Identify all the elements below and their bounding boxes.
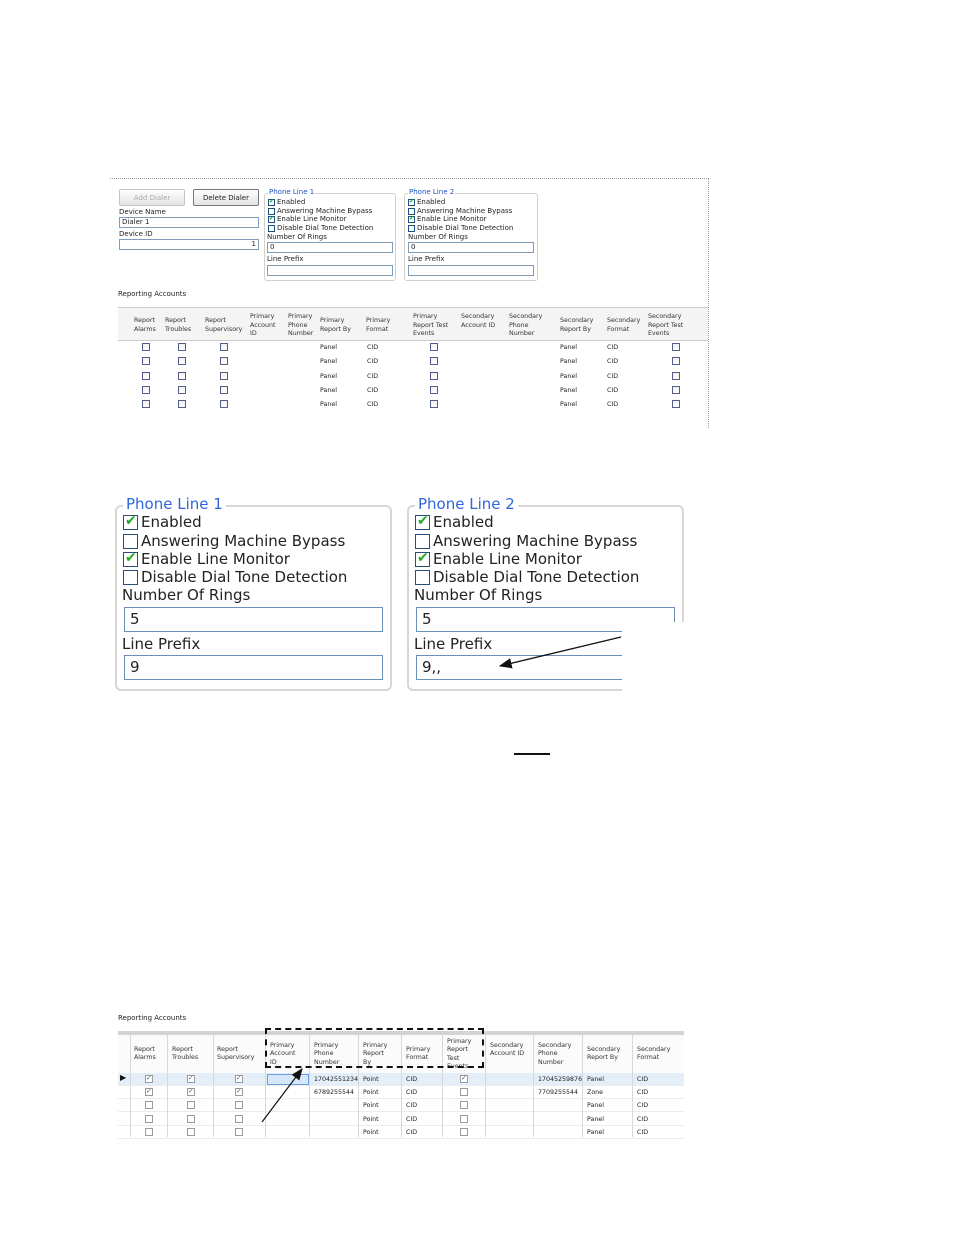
secondary-format-cell[interactable]: CID (607, 358, 619, 366)
header3-secondary-report-by[interactable]: Secondary Report By (587, 1046, 621, 1062)
column-divider (485, 1035, 486, 1137)
primary-report-by-cell[interactable]: Panel (320, 401, 337, 409)
device-id-label: Device ID (119, 230, 153, 238)
secondary-report-by-cell[interactable]: Zone (587, 1089, 604, 1097)
zpl2-enabled-row[interactable] (415, 513, 494, 531)
header-primary-format[interactable]: Primary Format (366, 317, 391, 333)
column-divider (213, 1035, 214, 1137)
primary-format-cell[interactable]: CID (367, 372, 379, 380)
row-selector-icon: ▶ (120, 1073, 127, 1082)
pl1-enabled-label: Enabled (277, 198, 306, 206)
reporting-accounts-panel (118, 1012, 684, 1137)
checkbox-icon[interactable] (415, 570, 430, 585)
zpl2-prefix-input[interactable]: 9,, (416, 655, 675, 680)
primary-test-events-checkbox[interactable] (460, 1101, 468, 1109)
header-report-troubles[interactable]: Report Troubles (165, 317, 192, 333)
checkbox-checked-icon[interactable] (415, 552, 430, 567)
report-alarms-checkbox[interactable] (145, 1075, 153, 1083)
report-alarms-checkbox[interactable] (145, 1115, 153, 1123)
report-alarms-checkbox[interactable] (142, 372, 150, 380)
report-supervisory-checkbox[interactable] (235, 1128, 243, 1136)
checkbox-checked-icon[interactable] (123, 515, 138, 530)
checkbox-icon[interactable] (123, 534, 138, 549)
report-troubles-checkbox[interactable] (187, 1115, 195, 1123)
report-alarms-checkbox[interactable] (145, 1088, 153, 1096)
zpl1-amb-label: Answering Machine Bypass (141, 532, 346, 550)
zpl1-prefix-input[interactable]: 9 (124, 655, 383, 680)
report-troubles-checkbox[interactable] (187, 1101, 195, 1109)
secondary-format-cell[interactable]: CID (607, 386, 619, 394)
secondary-format-cell[interactable]: CID (637, 1115, 649, 1123)
checkbox-icon[interactable] (408, 208, 415, 215)
report-supervisory-checkbox[interactable] (220, 343, 228, 351)
phone-line-1-title: Phone Line 1 (269, 188, 315, 196)
checkbox-icon[interactable] (123, 570, 138, 585)
secondary-test-events-checkbox[interactable] (672, 372, 680, 380)
primary-format-cell[interactable]: CID (406, 1128, 418, 1136)
primary-phone-cell[interactable]: 6789255544 (314, 1089, 355, 1097)
secondary-format-cell[interactable]: CID (637, 1076, 649, 1083)
zpl2-ddt-label: Disable Dial Tone Detection (433, 568, 640, 586)
secondary-test-events-checkbox[interactable] (672, 386, 680, 394)
header3-primary-phone-number[interactable]: Primary Phone Number (314, 1042, 340, 1066)
column-divider (632, 1035, 633, 1137)
zpl1-amb-row[interactable] (123, 532, 345, 550)
secondary-format-cell[interactable]: CID (637, 1089, 649, 1097)
checkbox-icon[interactable] (268, 208, 275, 215)
pl1-prefix-label: Line Prefix (267, 255, 304, 263)
table-row[interactable] (118, 383, 708, 397)
secondary-report-by-cell[interactable]: Panel (560, 372, 577, 380)
checkbox-checked-icon[interactable] (408, 216, 415, 223)
checkbox-checked-icon[interactable] (268, 199, 275, 206)
primary-report-by-cell[interactable]: Point (363, 1128, 379, 1136)
primary-report-by-cell[interactable]: Panel (320, 386, 337, 394)
header3-secondary-phone-number[interactable]: Secondary Phone Number (538, 1042, 572, 1066)
zpl2-prefix-label: Line Prefix (414, 635, 493, 653)
zpl1-prefix-label: Line Prefix (122, 635, 201, 653)
secondary-format-cell[interactable]: CID (607, 401, 619, 409)
table-row[interactable] (118, 340, 708, 354)
reporting-grid-header (118, 307, 708, 341)
report-alarms-checkbox[interactable] (142, 386, 150, 394)
secondary-test-events-checkbox[interactable] (672, 357, 680, 365)
header-primary-report-by[interactable]: Primary Report By (320, 317, 351, 333)
checkbox-checked-icon[interactable] (415, 515, 430, 530)
header-secondary-report-test-events[interactable]: Secondary Report Test Events (648, 313, 684, 337)
annotation-arrow-icon (490, 630, 630, 675)
secondary-test-events-checkbox[interactable] (672, 343, 680, 351)
device-name-input[interactable]: Dialer 1 (119, 217, 259, 228)
pl2-amb-label: Answering Machine Bypass (417, 207, 513, 215)
zpl2-enabled-label: Enabled (433, 513, 494, 531)
checkbox-checked-icon[interactable] (123, 552, 138, 567)
secondary-format-cell[interactable]: CID (637, 1128, 649, 1136)
primary-format-cell[interactable]: CID (406, 1076, 418, 1083)
column-divider (582, 1035, 583, 1137)
primary-report-by-cell[interactable]: Panel (320, 372, 337, 380)
header-primary-account-id[interactable]: Primary Account ID (250, 313, 276, 337)
secondary-phone-cell[interactable]: 17045259876 (538, 1076, 583, 1083)
pl2-elm-label: Enable Line Monitor (417, 215, 487, 223)
annotation-arrow-icon-2 (258, 1062, 308, 1127)
pl2-amb-row[interactable] (408, 207, 512, 215)
report-troubles-checkbox[interactable] (178, 386, 186, 394)
secondary-report-by-cell[interactable]: Panel (560, 358, 577, 366)
dialer-settings-panel (110, 178, 709, 428)
secondary-report-by-cell[interactable]: Panel (587, 1128, 604, 1136)
report-alarms-checkbox[interactable] (145, 1128, 153, 1136)
report-supervisory-checkbox[interactable] (235, 1088, 243, 1096)
report-troubles-checkbox[interactable] (187, 1128, 195, 1136)
column-divider (167, 1035, 168, 1137)
pl2-elm-row[interactable] (408, 215, 487, 223)
pl2-ddt-row[interactable] (408, 224, 513, 232)
primary-format-cell[interactable]: CID (367, 401, 379, 409)
device-id-input[interactable]: 1 (119, 239, 259, 250)
report-troubles-checkbox[interactable] (178, 343, 186, 351)
pl1-elm-label: Enable Line Monitor (277, 215, 347, 223)
header-report-alarms[interactable]: Report Alarms (134, 317, 156, 333)
primary-test-events-checkbox[interactable] (430, 372, 438, 380)
primary-test-events-checkbox[interactable] (460, 1088, 468, 1096)
checkbox-checked-icon[interactable] (408, 199, 415, 206)
primary-test-events-checkbox[interactable] (460, 1115, 468, 1123)
primary-format-cell[interactable]: CID (367, 386, 379, 394)
zpl2-amb-row[interactable] (415, 532, 637, 550)
header-secondary-account-id[interactable]: Secondary Account ID (461, 313, 496, 329)
table-row[interactable] (118, 354, 708, 368)
header3-report-alarms[interactable]: Report Alarms (134, 1046, 156, 1062)
reporting-accounts-label-2: Reporting Accounts (118, 1014, 187, 1022)
report-troubles-checkbox[interactable] (187, 1075, 195, 1083)
pl1-enabled-row[interactable] (268, 198, 305, 206)
pl2-ddt-label: Disable Dial Tone Detection (417, 224, 514, 232)
zpl2-amb-label: Answering Machine Bypass (433, 532, 638, 550)
zoom-phone-line-1-title: Phone Line 1 (123, 495, 226, 513)
secondary-test-events-checkbox[interactable] (672, 400, 680, 408)
header3-secondary-format[interactable]: Secondary Format (637, 1046, 671, 1062)
primary-test-events-checkbox[interactable] (430, 400, 438, 408)
zpl1-enabled-row[interactable] (123, 513, 202, 531)
header-secondary-report-by[interactable]: Secondary Report By (560, 317, 594, 333)
pl1-ddt-row[interactable] (268, 224, 373, 232)
primary-report-by-cell[interactable]: Point (363, 1102, 379, 1110)
primary-test-events-checkbox[interactable] (430, 343, 438, 351)
pl1-rings-input[interactable]: 0 (267, 242, 393, 253)
primary-report-by-cell[interactable]: Point (363, 1089, 379, 1097)
zpl2-elm-row[interactable] (415, 550, 582, 568)
header3-report-troubles[interactable]: Report Troubles (172, 1046, 199, 1062)
header3-primary-report-test-events[interactable]: Primary Report Test Events (447, 1038, 472, 1070)
pl1-amb-label: Answering Machine Bypass (277, 207, 373, 215)
pl1-elm-row[interactable] (268, 215, 347, 223)
primary-format-cell[interactable]: CID (367, 344, 379, 351)
pl2-rings-label: Number Of Rings (408, 233, 468, 241)
primary-format-cell[interactable]: CID (406, 1089, 418, 1097)
pl1-prefix-input[interactable] (267, 265, 393, 276)
primary-format-cell[interactable]: CID (406, 1115, 418, 1123)
report-supervisory-checkbox[interactable] (235, 1075, 243, 1083)
zpl1-elm-row[interactable] (123, 550, 290, 568)
zpl1-rings-label: Number Of Rings (122, 586, 251, 604)
table-row[interactable] (118, 369, 708, 383)
zpl1-rings-input[interactable]: 5 (124, 607, 383, 632)
primary-phone-cell[interactable]: 17042551234 (314, 1076, 359, 1083)
header-secondary-phone-number[interactable]: Secondary Phone Number (509, 313, 543, 337)
phone-line-2-title: Phone Line 2 (409, 188, 455, 196)
secondary-report-by-cell[interactable]: Panel (587, 1076, 604, 1083)
header-secondary-format[interactable]: Secondary Format (607, 317, 641, 333)
report-supervisory-checkbox[interactable] (220, 400, 228, 408)
pl2-prefix-label: Line Prefix (408, 255, 445, 263)
report-supervisory-checkbox[interactable] (220, 386, 228, 394)
report-troubles-checkbox[interactable] (178, 372, 186, 380)
header-primary-report-test-events[interactable]: Primary Report Test Events (413, 313, 449, 337)
report-alarms-checkbox[interactable] (142, 400, 150, 408)
pl2-prefix-input[interactable] (408, 265, 534, 276)
report-troubles-checkbox[interactable] (178, 357, 186, 365)
crop-mask (622, 622, 692, 697)
secondary-report-by-cell[interactable]: Panel (560, 344, 577, 351)
column-divider (130, 1035, 131, 1137)
pl1-ddt-label: Disable Dial Tone Detection (277, 224, 374, 232)
report-troubles-checkbox[interactable] (187, 1088, 195, 1096)
secondary-report-by-cell[interactable]: Panel (560, 386, 577, 394)
primary-report-by-cell[interactable]: Point (363, 1115, 379, 1123)
checkbox-icon[interactable] (408, 225, 415, 232)
pl1-rings-label: Number Of Rings (267, 233, 327, 241)
checkbox-icon[interactable] (415, 534, 430, 549)
report-troubles-checkbox[interactable] (178, 400, 186, 408)
report-supervisory-checkbox[interactable] (235, 1101, 243, 1109)
header-report-supervisory[interactable]: Report Supervisory (205, 317, 243, 333)
zpl2-rings-input[interactable]: 5 (416, 607, 675, 632)
secondary-format-cell[interactable]: CID (637, 1102, 649, 1110)
primary-test-events-checkbox[interactable] (430, 357, 438, 365)
zpl2-rings-label: Number Of Rings (414, 586, 543, 604)
primary-report-by-cell[interactable]: Panel (320, 358, 337, 366)
primary-test-events-checkbox[interactable] (460, 1128, 468, 1136)
reporting-accounts-label: Reporting Accounts (118, 290, 187, 298)
underline-mark (514, 753, 550, 755)
primary-format-cell[interactable]: CID (367, 358, 379, 366)
add-dialer-button[interactable]: Add Dialer (119, 189, 185, 206)
header3-primary-report-by[interactable]: Primary Report By (363, 1042, 388, 1066)
primary-format-cell[interactable]: CID (406, 1102, 418, 1110)
pl2-enabled-label: Enabled (417, 198, 446, 206)
pl1-amb-row[interactable] (268, 207, 372, 215)
secondary-report-by-cell[interactable]: Panel (560, 401, 577, 409)
zpl1-ddt-label: Disable Dial Tone Detection (141, 568, 348, 586)
report-alarms-checkbox[interactable] (145, 1101, 153, 1109)
header3-primary-format[interactable]: Primary Format (406, 1046, 431, 1062)
zpl1-enabled-label: Enabled (141, 513, 202, 531)
report-alarms-checkbox[interactable] (142, 357, 150, 365)
primary-report-by-cell[interactable]: Panel (320, 344, 337, 351)
header3-secondary-account-id[interactable]: Secondary Account ID (490, 1042, 525, 1058)
secondary-report-by-cell[interactable]: Panel (587, 1102, 604, 1110)
report-supervisory-checkbox[interactable] (220, 372, 228, 380)
zpl1-elm-label: Enable Line Monitor (141, 550, 290, 568)
header3-primary-account-id[interactable]: Primary Account ID (270, 1042, 296, 1066)
zpl2-ddt-row[interactable] (415, 568, 639, 586)
zpl1-ddt-row[interactable] (123, 568, 347, 586)
secondary-phone-cell[interactable]: 7709255544 (538, 1089, 579, 1097)
primary-report-by-cell[interactable]: Point (363, 1076, 379, 1083)
secondary-format-cell[interactable]: CID (607, 372, 619, 380)
pl2-rings-input[interactable]: 0 (408, 242, 534, 253)
primary-test-events-checkbox[interactable] (460, 1075, 468, 1083)
header-primary-phone-number[interactable]: Primary Phone Number (288, 313, 314, 337)
checkbox-icon[interactable] (268, 225, 275, 232)
header3-report-supervisory[interactable]: Report Supervisory (217, 1046, 255, 1062)
pl2-enabled-row[interactable] (408, 198, 445, 206)
delete-dialer-button[interactable]: Delete Dialer (193, 189, 259, 206)
secondary-report-by-cell[interactable]: Panel (587, 1115, 604, 1123)
report-supervisory-checkbox[interactable] (235, 1115, 243, 1123)
secondary-format-cell[interactable]: CID (607, 344, 619, 351)
zpl2-elm-label: Enable Line Monitor (433, 550, 582, 568)
column-divider (533, 1035, 534, 1137)
device-name-label: Device Name (119, 208, 166, 216)
table-row[interactable] (118, 397, 708, 411)
report-supervisory-checkbox[interactable] (220, 357, 228, 365)
zoom-phone-line-2-title: Phone Line 2 (415, 495, 518, 513)
primary-test-events-checkbox[interactable] (430, 386, 438, 394)
report-alarms-checkbox[interactable] (142, 343, 150, 351)
checkbox-checked-icon[interactable] (268, 216, 275, 223)
